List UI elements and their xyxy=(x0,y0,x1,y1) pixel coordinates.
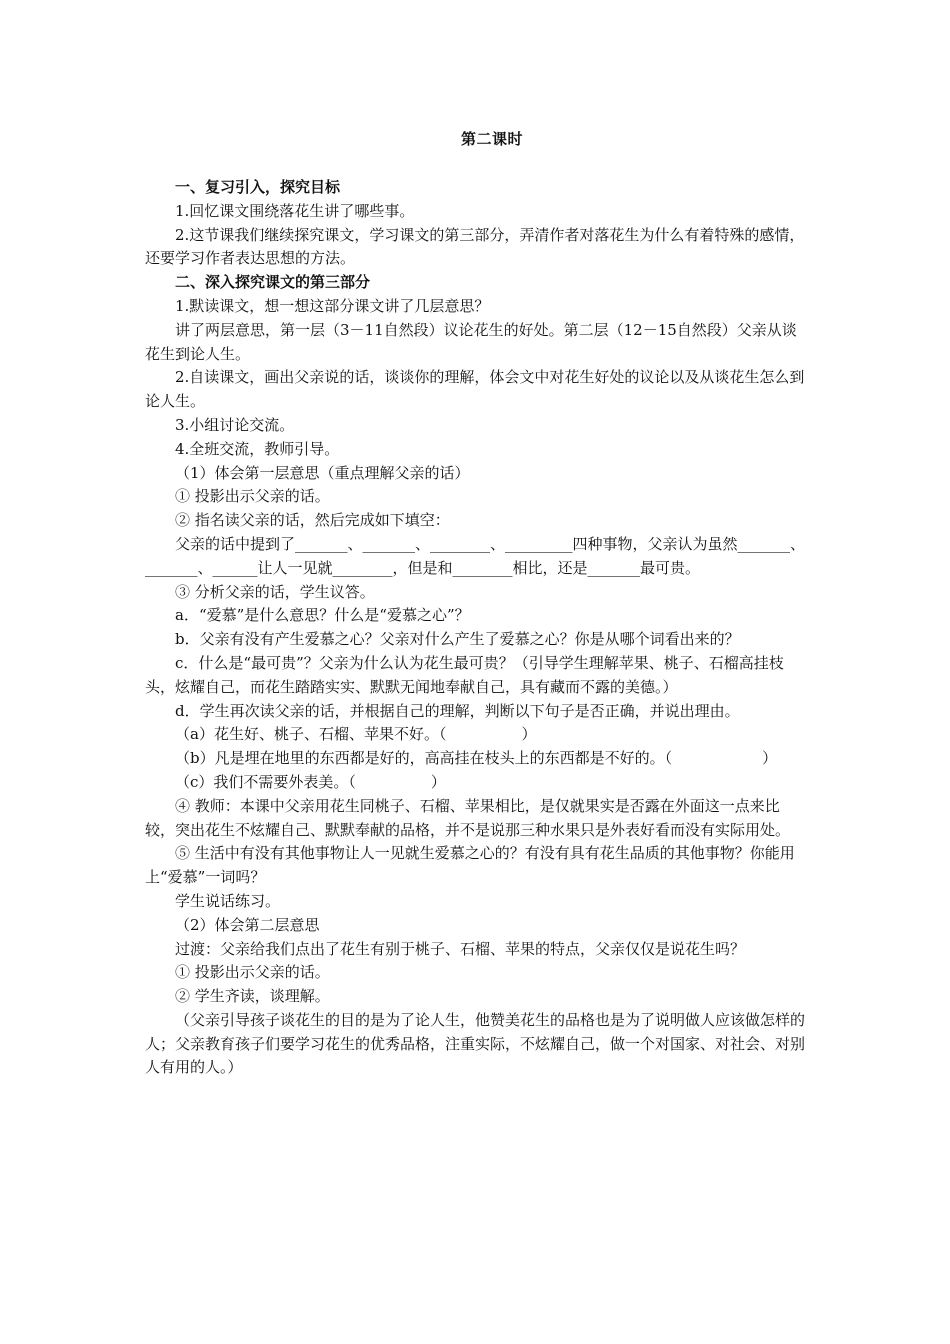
fill-in-blank-paragraph: 父亲的话中提到了_______、_______、________、_________四种事物，父亲认为虽然_______、_______、______让人一见就________，但是和________相比，还是_______最可贵。 xyxy=(145,534,806,577)
subheading-layer-two: （2）体会第二层意思 xyxy=(175,915,320,934)
paragraph: ② 学生齐读，谈理解。 xyxy=(175,987,330,1006)
paragraph: 2.这节课我们继续探究课文，学习课文的第三部分，弄清作者对落花生为什么有着特殊的感情，还要学习作者表达思想的方法。 xyxy=(145,225,805,268)
paragraph: 1.回忆课文围绕落花生讲了哪些事。 xyxy=(175,201,415,220)
section-heading-review: 一、复习引入，探究目标 xyxy=(175,178,341,196)
judgement-a: （a）花生好、桃子、石榴、苹果不好。（ ） xyxy=(175,725,537,744)
paragraph: ③ 分析父亲的话，学生议答。 xyxy=(175,582,375,601)
paragraph: 讲了两层意思，第一层（3－11自然段）议论花生的好处。第二层（12－15自然段）父亲从谈花生到论人生。 xyxy=(145,320,797,363)
paragraph: ② 指名读父亲的话，然后完成如下填空： xyxy=(175,511,450,530)
paragraph: 2.自读课文，画出父亲说的话，谈谈你的理解，体会文中对花生好处的议论以及从谈花生怎么到论人生。 xyxy=(145,368,805,411)
paragraph: ① 投影出示父亲的话。 xyxy=(175,487,330,506)
paragraph: 过渡：父亲给我们点出了花生有别于桃子、石榴、苹果的特点，父亲仅仅是说花生吗？ xyxy=(175,939,746,958)
paragraph: （父亲引导孩子谈花生的目的是为了论人生，他赞美花生的品格也是为了说明做人应该做怎样的人；父亲教育孩子们要学习花生的优秀品格，注重实际，不炫耀自己，做一个对国家、对社会、对别人有用的人。） xyxy=(145,1010,806,1077)
document-body xyxy=(145,176,809,1080)
subheading-layer-one: （1）体会第一层意思（重点理解父亲的话） xyxy=(175,463,470,482)
paragraph: ④ 教师：本课中父亲用花生同桃子、石榴、苹果相比，是仅就果实是否露在外面这一点来比较，突出花生不炫耀自己、默默奉献的品格，并不是说那三种水果只是外表好看而没有实际用处。 xyxy=(145,796,791,839)
judgement-c: （c）我们不需要外表美。（ ） xyxy=(175,772,446,791)
question-b: b．父亲有没有产生爱慕之心？父亲对什么产生了爱慕之心？你是从哪个词看出来的？ xyxy=(175,630,740,649)
paragraph: ⑤ 生活中有没有其他事物让人一见就生爱慕之心的？有没有具有花生品质的其他事物？你能用上“爱慕”一词吗？ xyxy=(145,844,795,887)
paragraph: 4.全班交流，教师引导。 xyxy=(175,439,340,458)
page-title: 第二课时 xyxy=(460,130,523,148)
judgement-b: （b）凡是埋在地里的东西都是好的，高高挂在枝头上的东西都是不好的。（ ） xyxy=(175,749,778,768)
question-c: c．什么是“最可贵”？父亲为什么认为花生最可贵？（引导学生理解苹果、桃子、石榴高挂枝头，炫耀自己，而花生踏踏实实、默默无闻地奉献自己，具有藏而不露的美德。） xyxy=(145,653,784,696)
paragraph: 3.小组讨论交流。 xyxy=(175,415,295,434)
paragraph: 1.默读课文，想一想这部分课文讲了几层意思？ xyxy=(175,296,490,315)
paragraph: ① 投影出示父亲的话。 xyxy=(175,963,330,982)
question-a: a．“爱慕”是什么意思？什么是“爱慕之心”？ xyxy=(175,606,470,625)
paragraph: 学生说话练习。 xyxy=(175,891,281,910)
section-heading-explore: 二、深入探究课文的第三部分 xyxy=(175,273,371,292)
question-d: d．学生再次读父亲的话，并根据自己的理解，判断以下句子是否正确，并说出理由。 xyxy=(175,701,740,720)
